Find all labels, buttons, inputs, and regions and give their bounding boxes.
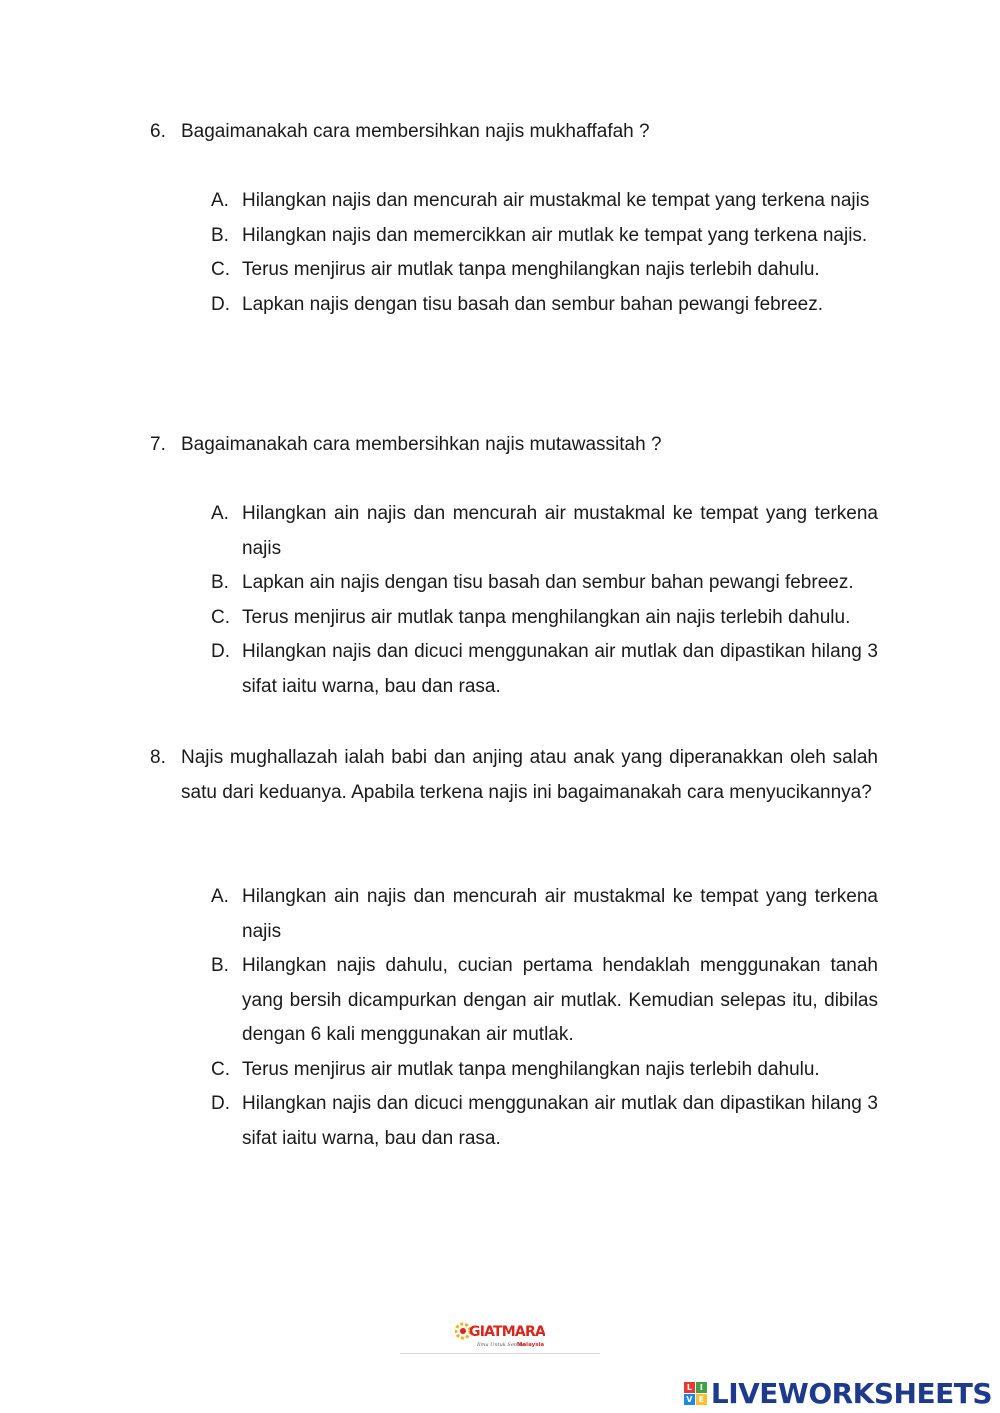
- option-c[interactable]: [211, 253, 878, 288]
- footer-divider: [400, 1353, 600, 1354]
- question-8: [150, 741, 878, 810]
- logo-sub: Malaysia: [517, 1342, 545, 1348]
- options-q8: [211, 880, 878, 1156]
- option-text: Hilangkan najis dan memercikkan air mutlak ke tempat yang terkena najis.: [242, 224, 868, 246]
- liveworksheets-watermark: [684, 1375, 992, 1411]
- option-text: Hilangkan najis dan dicuci menggunakan air mutlak dan dipastikan hilang 3 sifat iaitu warna, bau dan rasa.: [242, 1093, 878, 1149]
- option-c[interactable]: [211, 1053, 878, 1088]
- option-b[interactable]: [211, 219, 878, 254]
- option-letter: B.: [211, 955, 229, 976]
- question-text: Bagaimanakah cara membersihkan najis mukhaffafah ?: [181, 121, 650, 142]
- option-d[interactable]: [211, 1087, 878, 1156]
- logo-text: GIATMARA: [469, 1324, 545, 1340]
- option-text: Terus menjirus air mutlak tanpa menghilangkan ain najis terlebih dahulu.: [242, 606, 851, 628]
- option-text: Hilangkan ain najis dan mencurah air mustakmal ke tempat yang terkena najis: [242, 886, 878, 942]
- option-letter: A.: [211, 190, 229, 211]
- option-letter: C.: [211, 259, 230, 280]
- option-text: Hilangkan ain najis dan mencurah air mustakmal ke tempat yang terkena najis: [242, 503, 878, 559]
- option-letter: A.: [211, 886, 229, 907]
- option-letter: C.: [211, 606, 230, 628]
- logo-tagline: Ilmu Untuk Semua: [477, 1342, 525, 1348]
- question-number: 8.: [150, 747, 166, 768]
- option-text: Terus menjirus air mutlak tanpa menghilangkan najis terlebih dahulu.: [242, 259, 820, 280]
- option-letter: D.: [211, 293, 230, 315]
- option-text: Terus menjirus air mutlak tanpa menghilangkan najis terlebih dahulu.: [242, 1058, 820, 1080]
- option-b[interactable]: [211, 566, 878, 601]
- option-a[interactable]: [211, 497, 878, 566]
- question-text: Najis mughallazah ialah babi dan anjing atau anak yang diperanakkan oleh salah satu dari keduanya. Apabila terkena najis ini bagaimanakah cara menyucikannya?: [181, 747, 878, 803]
- option-letter: B.: [211, 572, 229, 593]
- option-d[interactable]: [211, 288, 878, 323]
- question-6: [150, 115, 878, 150]
- option-d[interactable]: [211, 635, 878, 704]
- option-letter: B.: [211, 224, 229, 246]
- option-letter: C.: [211, 1058, 230, 1080]
- question-7: [150, 428, 878, 463]
- giatmara-logo-graphic: [455, 1318, 545, 1352]
- option-text: Lapkan najis dengan tisu basah dan sembur bahan pewangi febreez.: [242, 293, 823, 315]
- option-text: Hilangkan najis dan mencurah air mustakmal ke tempat yang terkena najis: [242, 190, 870, 211]
- question-number: 6.: [150, 121, 166, 142]
- question-number: 7.: [150, 434, 166, 455]
- question-text: Bagaimanakah cara membersihkan najis mutawassitah ?: [181, 434, 662, 455]
- liveworksheets-brand: LIVEWORKSHEETS: [710, 1376, 992, 1410]
- giatmara-logo: [455, 1318, 545, 1352]
- option-text: Lapkan ain najis dengan tisu basah dan sembur bahan pewangi febreez.: [242, 572, 854, 593]
- option-letter: A.: [211, 503, 229, 524]
- option-c[interactable]: [211, 601, 878, 636]
- option-b[interactable]: [211, 949, 878, 1053]
- options-q7: [211, 497, 878, 704]
- liveworksheets-badge-icon: L I V E: [684, 1382, 707, 1405]
- option-letter: D.: [211, 1093, 230, 1114]
- option-a[interactable]: [211, 880, 878, 949]
- options-q6: [211, 184, 878, 322]
- option-text: Hilangkan najis dahulu, cucian pertama hendaklah menggunakan tanah yang bersih dicampurkan dengan air mutlak. Kemudian selepas itu, dibilas dengan 6 kali menggunakan air mutlak.: [242, 955, 878, 1045]
- option-text: Hilangkan najis dan dicuci menggunakan air mutlak dan dipastikan hilang 3 sifat iaitu warna, bau dan rasa.: [242, 641, 878, 697]
- option-a[interactable]: [211, 184, 878, 219]
- option-letter: D.: [211, 641, 230, 662]
